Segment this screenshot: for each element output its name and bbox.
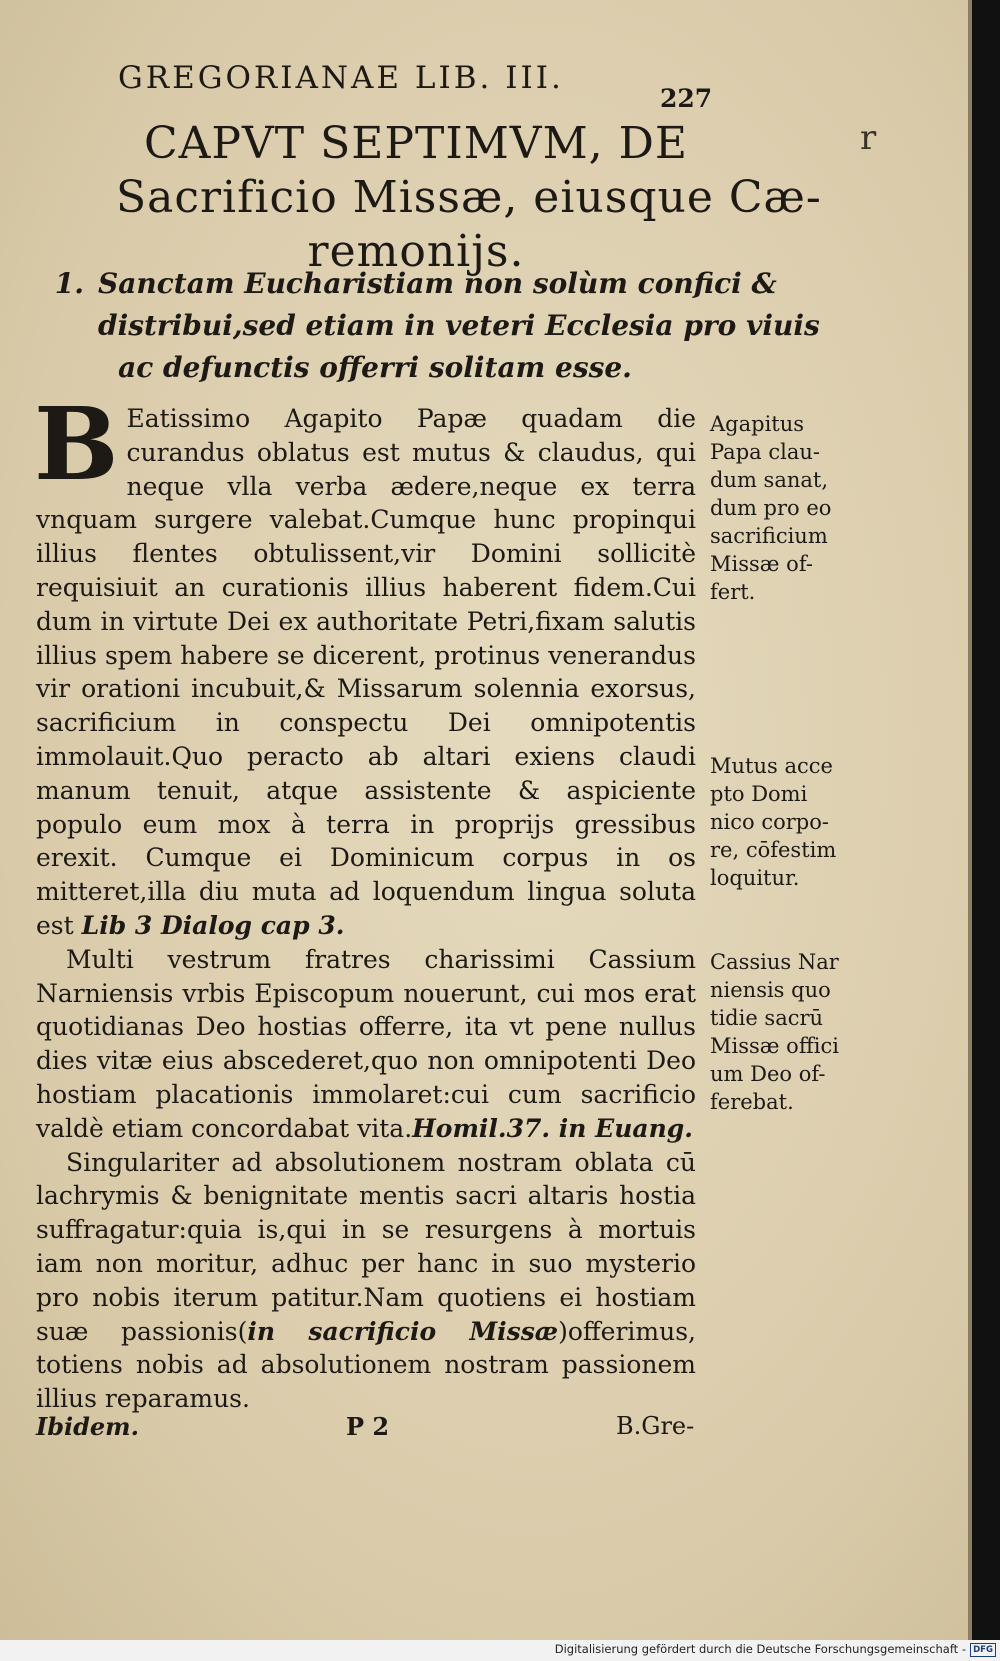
margin-note-line: Missæ offici — [710, 1034, 839, 1058]
margin-note-line: loquitur. — [710, 866, 800, 890]
chapter-title-line: remonijs. — [307, 226, 525, 277]
signature-mark: P 2 — [346, 1412, 390, 1441]
paragraph-text: Singulariter ad absolutionem nostram oblata cū lachrymis & benignitate mentis sacri altaris hostia suffragatur:quia is,qui in se resurgens à mortuis iam non moritur, adhuc per hanc in suo mysterio pro nobis iterum patitur.Nam quotiens ei hostiam suæ passionis( — [36, 1147, 696, 1346]
running-head: GREGORIANAE LIB. III. — [118, 60, 564, 96]
stray-mark: r — [860, 118, 877, 158]
margin-note-line: dum sanat, — [710, 468, 829, 492]
margin-note-line: nico corpo- — [710, 810, 829, 834]
margin-note-line: Papa clau- — [710, 440, 820, 464]
citation: Lib 3 Dialog cap 3. — [81, 910, 345, 940]
margin-note-line: pto Domi — [710, 782, 808, 806]
margin-note-line: um Deo of- — [710, 1062, 826, 1086]
margin-note-line: ferebat. — [710, 1090, 794, 1114]
footer-bar — [0, 1640, 1000, 1661]
margin-note-line: re, cōfestim — [710, 838, 837, 862]
chapter-title — [116, 117, 822, 279]
page-number: 227 — [660, 84, 713, 113]
margin-note-line: dum pro eo — [710, 496, 832, 520]
page-edge — [968, 0, 972, 1640]
body-text — [34, 385, 696, 1416]
margin-note-line: niensis quo — [710, 978, 831, 1002]
margin-note-line: Missæ of- — [710, 552, 813, 576]
catchword: B.Gre- — [616, 1412, 695, 1440]
paragraph — [36, 1146, 696, 1416]
section-summary — [30, 263, 820, 389]
summary-text: Sanctam Eucharistiam non solùm confici & — [98, 267, 777, 300]
summary-line — [30, 263, 777, 305]
margin-note-line: sacrificium — [710, 524, 828, 548]
dfg-logo-icon: DFG — [970, 1643, 996, 1657]
summary-number: 1. — [54, 267, 84, 300]
margin-note-line: fert. — [710, 580, 756, 604]
margin-note-line: Mutus acce — [710, 754, 833, 778]
citation: Ibidem. — [36, 1412, 139, 1441]
chapter-title-line: CAPVT SEPTIMVM, DE — [143, 118, 688, 169]
drop-cap: B — [34, 385, 119, 503]
paragraph-text: Multi vestrum fratres charissimi Cassium Narniensis vrbis Episcopum nouerunt, cui mos erat quotidianas Deo hostias offerre, ita vt pene nullus dies vitæ eius abscederet,quo non omnipotenti Deo hostiam placationis immolaret:cui cum sacrificio valdè etiam concordabat vita. — [36, 944, 696, 1143]
paragraph-text: )offerimus, totiens nobis ad absolutionem nostram passionem illius reparamus. — [36, 1316, 696, 1414]
margin-note-line: Agapitus — [710, 412, 805, 436]
paragraph — [36, 943, 696, 1146]
margin-note-line: tidie sacrū — [710, 1006, 824, 1030]
margin-note — [710, 752, 880, 892]
paragraph — [34, 385, 696, 943]
funding-credit: Digitalisierung gefördert durch die Deutsche Forschungsgemeinschaft - — [554, 1642, 966, 1656]
margin-note-line: Cassius Nar — [710, 950, 839, 974]
citation: Homil.37. in Euang. — [412, 1113, 693, 1143]
inline-italic: in sacrificio Missæ — [247, 1316, 559, 1346]
summary-line: ac defunctis offerri solitam esse. — [118, 351, 632, 384]
paragraph-text: Eatissimo Agapito Papæ quadam die curandus oblatus est mutus & claudus, qui neque vlla verba ædere,neque ex terra vnquam surgere valebat.Cumque hunc propinqui illius flentes obtulissent,vir Domini sollicitè requisiuit an curationis illius haberent fidem.Cui dum in virtute Dei ex authoritate Petri,fixam salutis illius spem habere se dicerent, protinus venerandus vir orationi incubuit,& Missarum solennia exorsus, sacrificium in conspectu Dei omnipotentis immolauit.Quo peracto ab altari exiens claudi manum tenuit, atque assistente & aspiciente populo eum mox à terra in proprijs gressibus erexit. Cumque ei Dominicum corpus in os mitteret,illa diu muta ad loquendum lingua soluta est — [36, 404, 696, 940]
margin-note — [710, 948, 880, 1116]
summary-line: distribui,sed etiam in veteri Ecclesia pro viuis — [98, 309, 820, 342]
chapter-title-line: Sacrificio Missæ, eiusque Cæ- — [116, 172, 822, 223]
margin-note — [710, 410, 880, 606]
